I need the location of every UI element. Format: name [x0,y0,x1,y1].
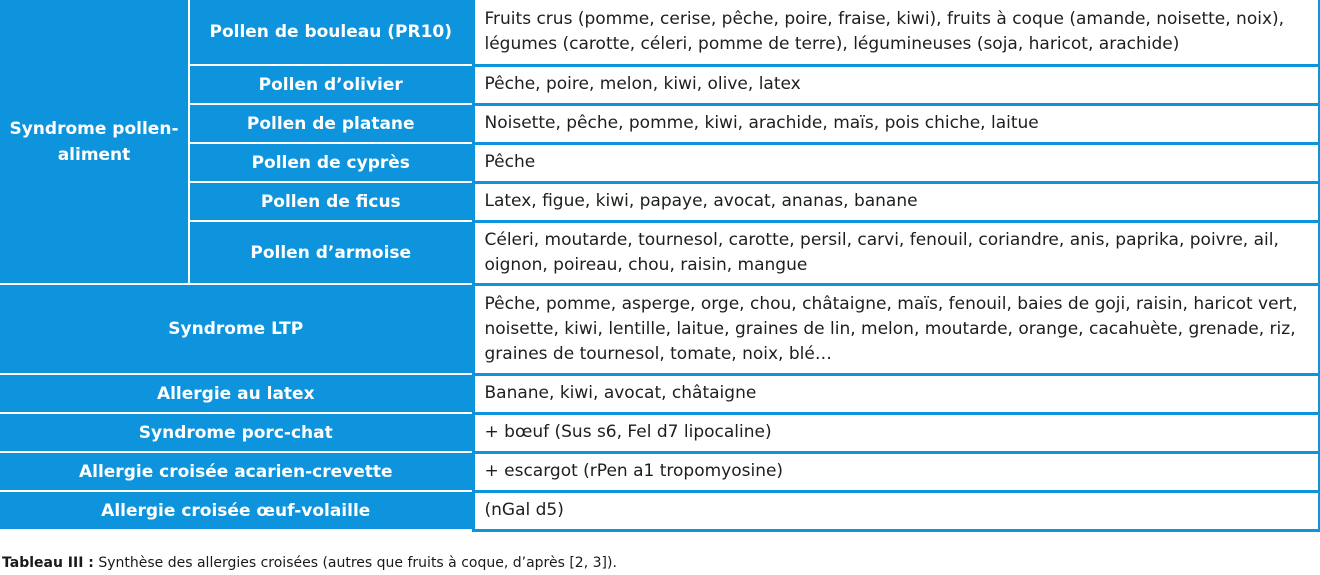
table-row [0,143,1320,182]
row-label: Allergie croisée œuf-volaille [0,491,473,530]
category-label: Syndrome pollen-aliment [9,118,179,165]
table-row [0,374,1320,413]
row-label: Allergie au latex [0,374,473,413]
row-label: Pollen d’armoise [189,221,473,284]
table-row [0,221,1320,284]
row-label: Pollen d’olivier [189,65,473,104]
row-foods: Fruits crus (pomme, cerise, pêche, poire, fraise, kiwi), fruits à coque (amande, noisette, noix), légumes (carotte, céleri, pomme de terre), légumineuses (soja, haricot, arachide) [473,0,1320,65]
table-row [0,491,1320,530]
row-foods: Céleri, moutarde, tournesol, carotte, persil, carvi, fenouil, coriandre, anis, paprika, poivre, ail, oignon, poireau, chou, raisin, mangue [473,221,1320,284]
pollen-food-syndrome-cell [0,0,189,284]
table-row [0,452,1320,491]
row-foods: + bœuf (Sus s6, Fel d7 lipocaline) [473,413,1320,452]
table-row [0,65,1320,104]
row-label: Syndrome LTP [0,284,473,374]
table-row [0,413,1320,452]
row-foods: Noisette, pêche, pomme, kiwi, arachide, maïs, pois chiche, laitue [473,104,1320,143]
table-caption [2,555,617,571]
row-label: Pollen de platane [189,104,473,143]
row-foods: Pêche, pomme, asperge, orge, chou, châtaigne, maïs, fenouil, baies de goji, raisin, haricot vert, noisette, kiwi, lentille, laitue, graines de lin, melon, moutarde, orange, cacahuète, grenade, riz, graines de tournesol, tomate, noix, blé… [473,284,1320,374]
table-row [0,104,1320,143]
row-label: Pollen de ficus [189,182,473,221]
row-label: Allergie croisée acarien-crevette [0,452,473,491]
row-foods: + escargot (rPen a1 tropomyosine) [473,452,1320,491]
row-foods: Banane, kiwi, avocat, châtaigne [473,374,1320,413]
table-row [0,284,1320,374]
row-label: Syndrome porc-chat [0,413,473,452]
row-label: Pollen de bouleau (PR10) [189,0,473,65]
row-foods: Pêche [473,143,1320,182]
table-row [0,182,1320,221]
row-foods: (nGal d5) [473,491,1320,530]
caption-text: Synthèse des allergies croisées (autres que fruits à coque, d’après [2, 3]). [93,555,617,571]
row-foods: Latex, figue, kiwi, papaye, avocat, ananas, banane [473,182,1320,221]
row-label: Pollen de cyprès [189,143,473,182]
table-row [0,0,1320,65]
row-foods: Pêche, poire, melon, kiwi, olive, latex [473,65,1320,104]
caption-label: Tableau III : [2,555,94,571]
